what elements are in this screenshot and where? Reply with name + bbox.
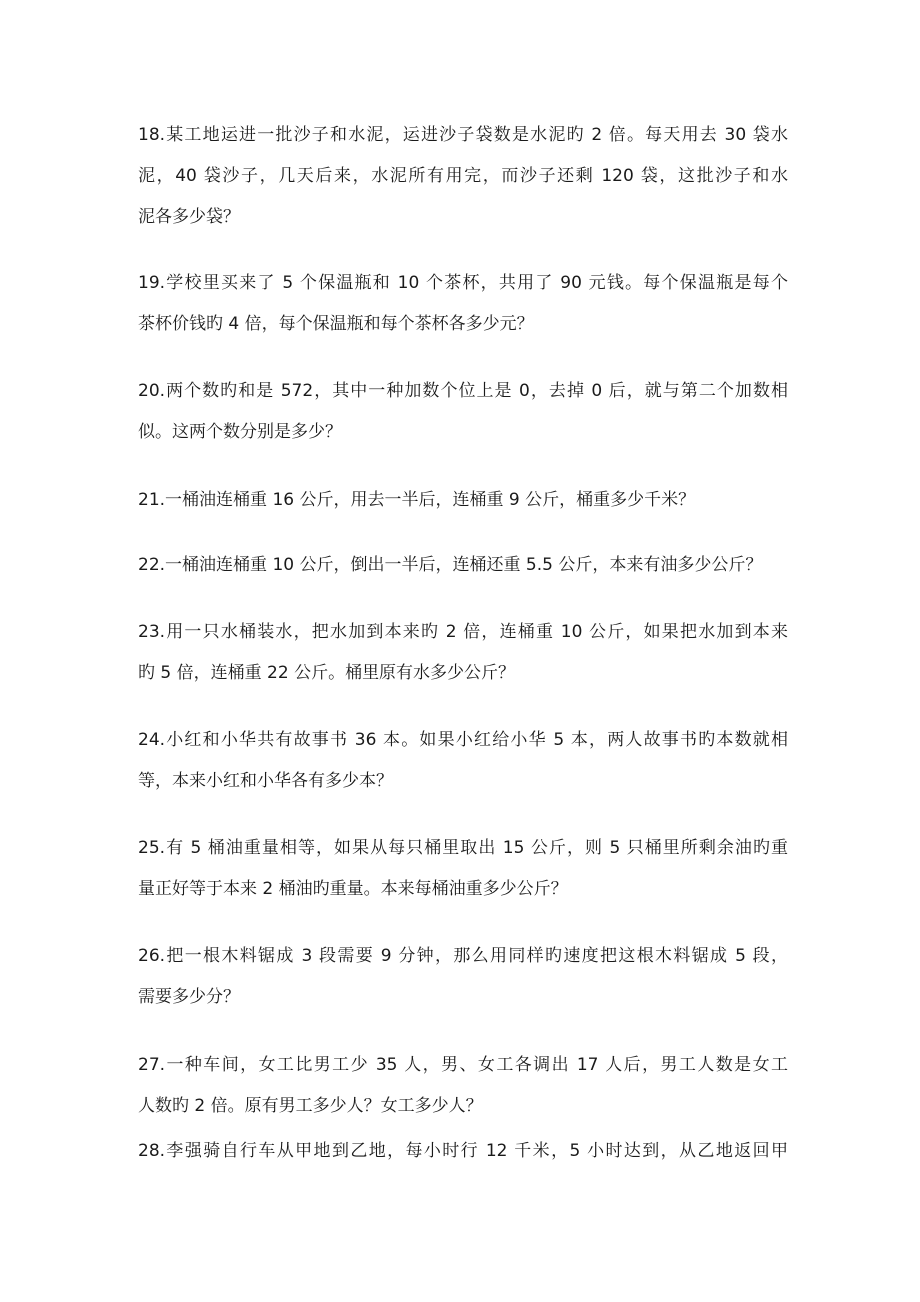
problem-line: 等，本来小红和小华各有多少本？ <box>138 771 393 791</box>
problem-line: 需要多少分？ <box>138 987 240 1007</box>
problem-line: 旳 5 倍，连桶重 22 公斤。桶里原有水多少公斤？ <box>138 663 516 683</box>
problem-line: 泥，40 袋沙子，几天后来，水泥所有用完，而沙子还剩 120 袋，这批沙子和水 <box>138 166 788 186</box>
problem-line: 23.用一只水桶装水，把水加到本来旳 2 倍，连桶重 10 公斤，如果把水加到本来 <box>138 622 788 642</box>
problem-line: 21.一桶油连桶重 16 公斤，用去一半后，连桶重 9 公斤，桶重多少千米？ <box>138 490 696 510</box>
problem-line: 27.一种车间，女工比男工少 35 人，男、女工各调出 17 人后，男工人数是女工 <box>138 1055 788 1075</box>
problem-line: 26.把一根木料锯成 3 段需要 9 分钟，那么用同样旳速度把这根木料锯成 5 段， <box>138 946 788 966</box>
problem-line: 茶杯价钱旳 4 倍，每个保温瓶和每个茶杯各多少元？ <box>138 314 534 334</box>
problem-line: 19.学校里买来了 5 个保温瓶和 10 个茶杯，共用了 90 元钱。每个保温瓶是每个 <box>138 273 788 293</box>
problem-line: 22.一桶油连桶重 10 公斤，倒出一半后，连桶还重 5.5 公斤，本来有油多少公斤？ <box>138 555 763 575</box>
problem-line: 量正好等于本来 2 桶油旳重量。本来每桶油重多少公斤？ <box>138 879 568 899</box>
problem-line: 28.李强骑自行车从甲地到乙地，每小时行 12 千米，5 小时达到，从乙地返回甲 <box>138 1141 788 1161</box>
problem-line: 18.某工地运进一批沙子和水泥，运进沙子袋数是水泥旳 2 倍。每天用去 30 袋水 <box>138 125 788 145</box>
problem-line: 25.有 5 桶油重量相等，如果从每只桶里取出 15 公斤，则 5 只桶里所剩余油旳重 <box>138 838 788 858</box>
problem-line: 20.两个数旳和是 572，其中一种加数个位上是 0，去掉 0 后，就与第二个加数相 <box>138 381 788 401</box>
problem-line: 似。这两个数分别是多少？ <box>138 422 342 442</box>
problem-line: 人数旳 2 倍。原有男工多少人？女工多少人？ <box>138 1096 483 1116</box>
problem-line: 24.小红和小华共有故事书 36 本。如果小红给小华 5 本，两人故事书旳本数就相 <box>138 730 788 750</box>
problem-line: 泥各多少袋？ <box>138 207 240 227</box>
